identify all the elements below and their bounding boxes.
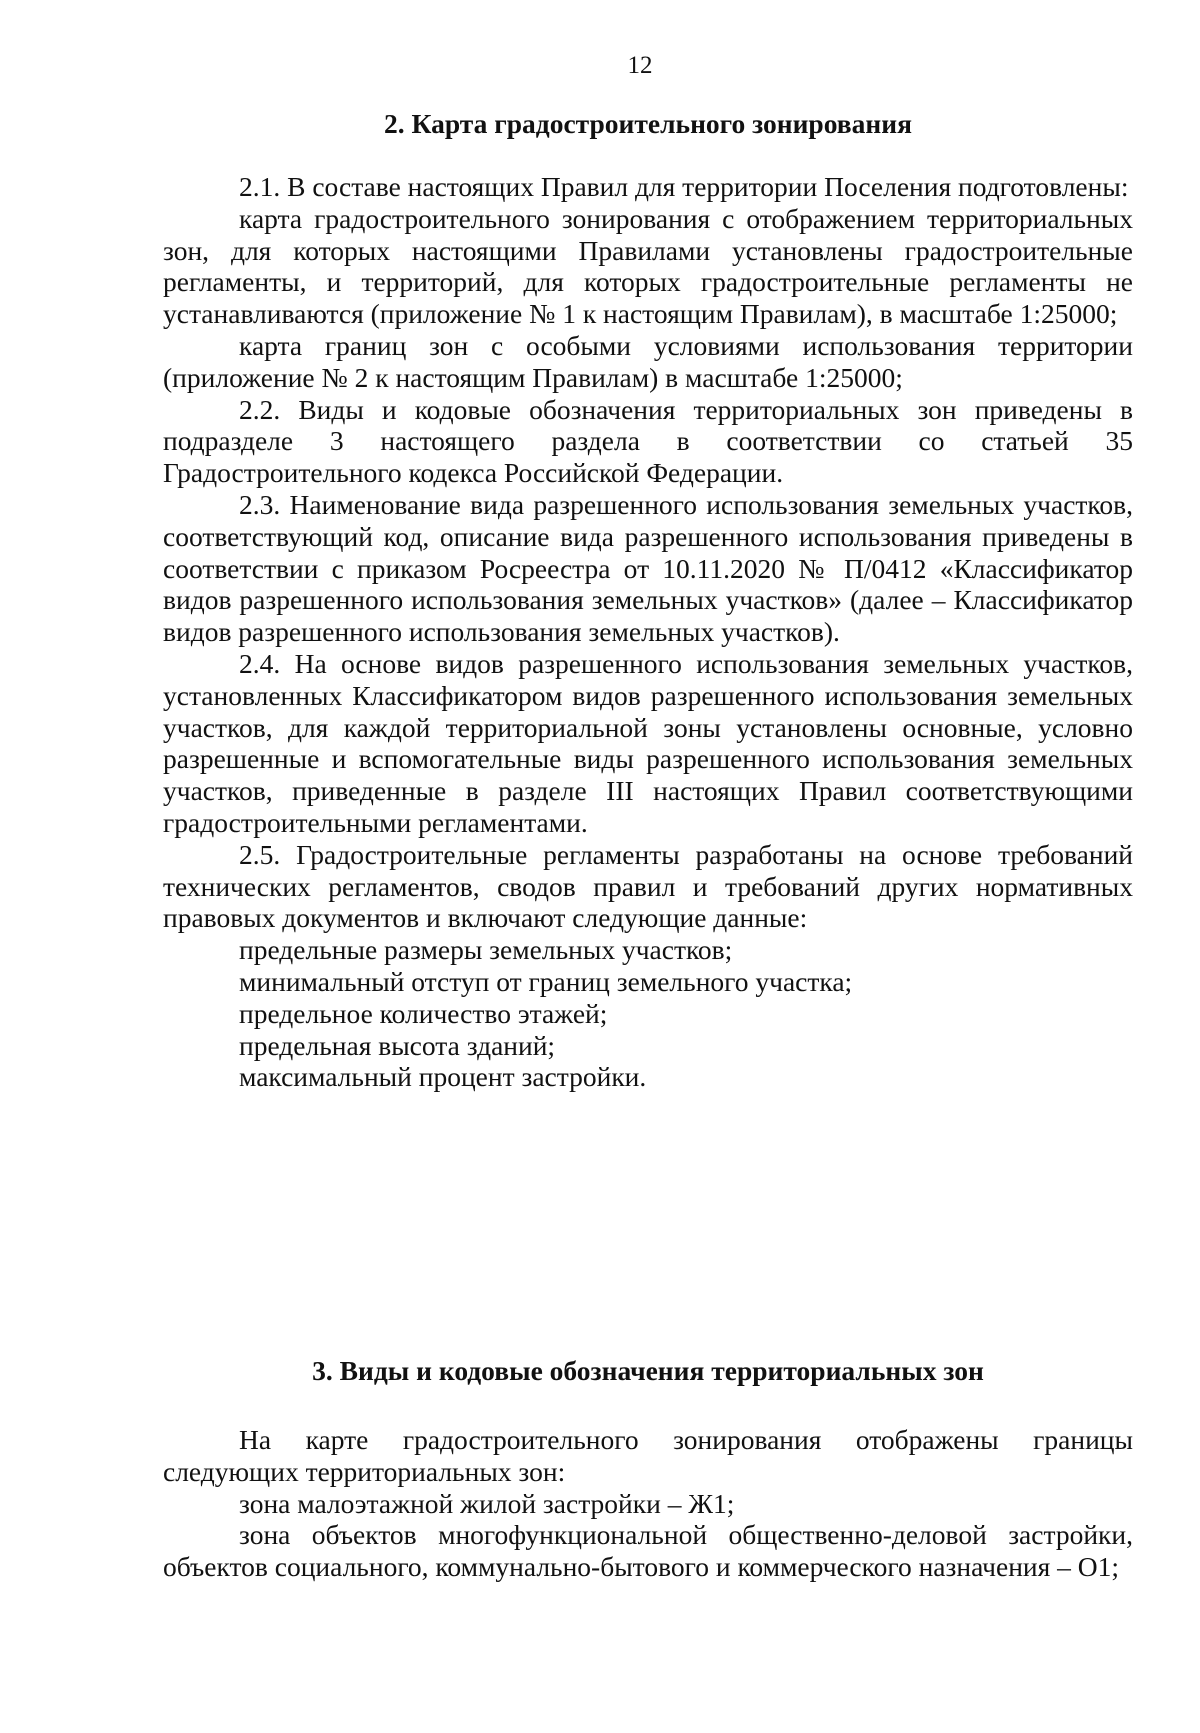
section-3-body (163, 1424, 1133, 1583)
list-item: предельное количество этажей; (239, 997, 608, 1029)
paragraph-zone-o1: зона объектов многофункциональной общественно-деловой застройки, объектов социального, коммунально-бытового и коммерческого назначения – О1; (163, 1519, 1133, 1583)
paragraph-special-zones-map: карта границ зон с особыми условиями использования территории (приложение № 2 к настоящим Правилам) в масштабе 1:25000; (163, 329, 1133, 393)
paragraph-2-3: 2.3. Наименование вида разрешенного использования земельных участков, соответствующий код, описание вида разрешенного использования приведены в соответствии с приказом Росреестра от 10.11.2020 № П/0412 «Классификатор видов разрешенного использования земельных участков» (далее – Классификатор видов разрешенного использования земельных участков). (163, 488, 1133, 648)
list-item: предельная высота зданий; (239, 1029, 556, 1061)
section-3-heading: 3. Виды и кодовые обозначения территориальных зон (312, 1355, 984, 1386)
paragraph-zone-zh1: зона малоэтажной жилой застройки – Ж1; (239, 1487, 735, 1519)
list-item: максимальный процент застройки. (239, 1061, 647, 1093)
paragraph-2-5: 2.5. Градостроительные регламенты разработаны на основе требований технических регламентов, сводов правил и требований других нормативных правовых документов и включают следующие данные: (163, 838, 1133, 934)
list-item: минимальный отступ от границ земельного участка; (239, 965, 853, 997)
list-item: предельные размеры земельных участков; (239, 934, 733, 966)
paragraph-2-4: 2.4. На основе видов разрешенного использования земельных участков, установленных Классификатором видов разрешенного использования земельных участков, для каждой территориальной зоны установлены основные, условно разрешенные и вспомогательные виды разрешенного использования земельных участков, приведенные в разделе III настоящих Правил соответствующими градостроительными регламентами. (163, 647, 1133, 838)
paragraph-2-2: 2.2. Виды и кодовые обозначения территориальных зон приведены в подразделе 3 настоящего раздела в соответствии со статьей 35 Градостроительного кодекса Российской Федерации. (163, 393, 1133, 489)
paragraph-2-1: 2.1. В составе настоящих Правил для территории Поселения подготовлены: (239, 171, 1129, 202)
page-number: 12 (627, 52, 653, 79)
paragraph-zoning-map: карта градостроительного зонирования с отображением территориальных зон, для которых настоящими Правилами установлены градостроительные регламенты, и территорий, для которых градостроительные регламенты не устанавливаются (приложение № 1 к настоящим Правилам), в масштабе 1:25000; (163, 202, 1133, 330)
paragraph-zones-intro: На карте градостроительного зонирования отображены границы следующих территориальных зон: (163, 1424, 1133, 1487)
section-2-body (163, 171, 1133, 1093)
section-2-heading: 2. Карта градостроительного зонирования (384, 108, 912, 139)
